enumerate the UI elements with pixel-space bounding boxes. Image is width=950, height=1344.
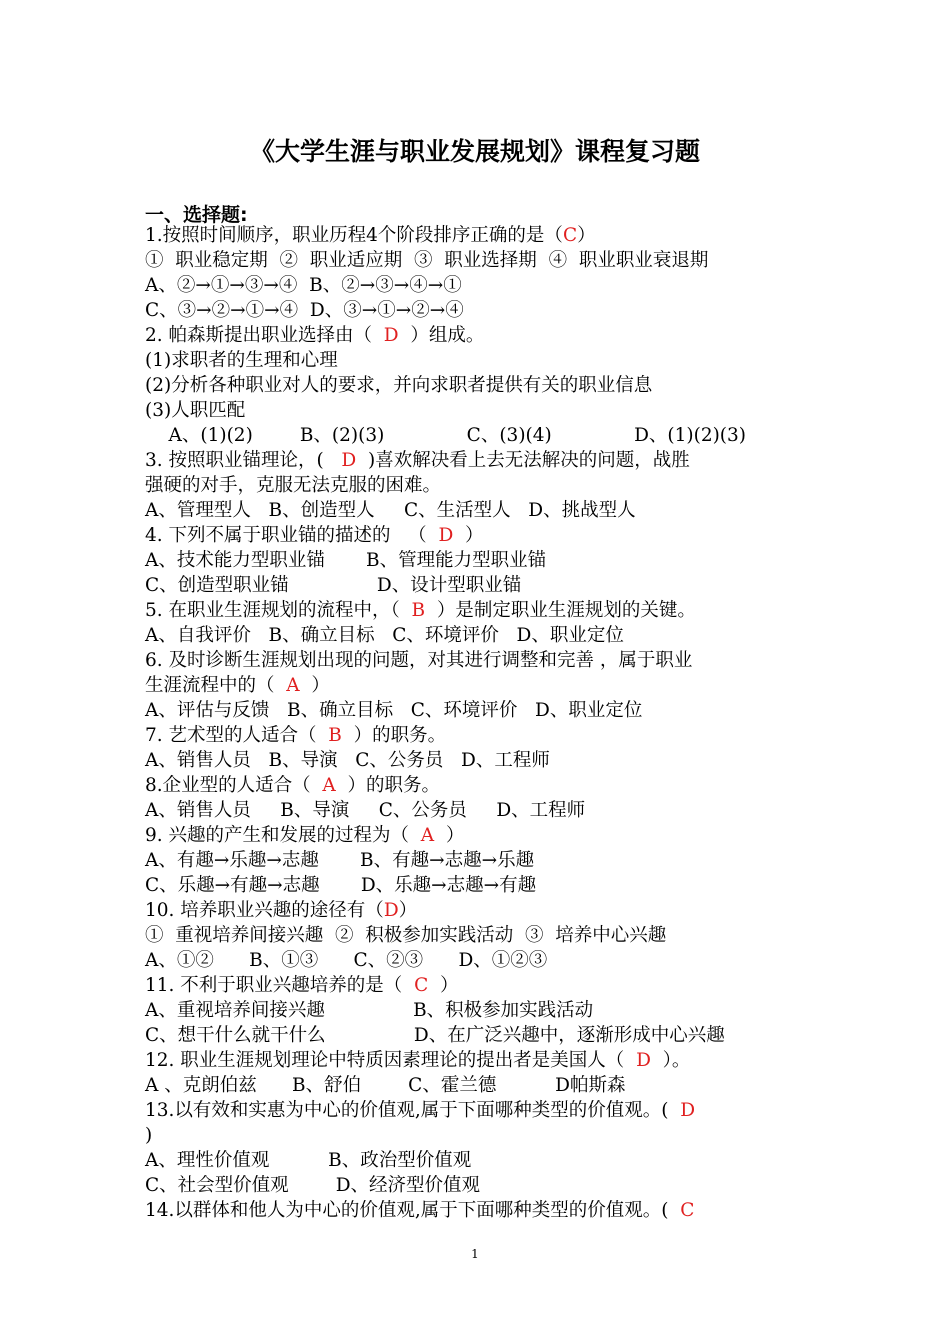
line-text: A、技术能力型职业锚 B、管理能力型职业锚 <box>145 550 547 571</box>
text-line <box>145 649 692 673</box>
page-number: 1 <box>471 1247 479 1261</box>
text-line <box>145 449 690 473</box>
line-text: 1.按照时间顺序，职业历程4个阶段排序正确的是（ <box>145 225 563 246</box>
text-line <box>145 1049 690 1073</box>
line-text: ） <box>434 825 465 846</box>
answer-letter: C <box>414 975 429 996</box>
answer-letter: D <box>383 325 399 346</box>
line-text: ）的职务。 <box>335 775 441 796</box>
line-text: (1)求职者的生理和心理 <box>145 350 338 371</box>
text-line <box>145 1124 152 1148</box>
line-text: C、创造型职业锚 D、设计型职业锚 <box>145 575 522 596</box>
line-text: 2. 帕森斯提出职业选择由（ <box>145 325 384 346</box>
answer-letter: A <box>322 775 336 796</box>
line-text: A、理性价值观 B、政治型价值观 <box>145 1150 472 1171</box>
text-line <box>145 474 441 498</box>
text-line <box>145 874 536 898</box>
line-text: A、(1)(2) B、(2)(3) C、(3)(4) D、(1)(2)(3) <box>145 425 747 446</box>
answer-letter: A <box>286 675 300 696</box>
text-line <box>145 749 550 773</box>
section-heading: 一、选择题: <box>145 204 248 226</box>
line-text: 14.以群体和他人为中心的价值观,属于下面哪种类型的价值观。( <box>145 1200 681 1221</box>
text-line <box>145 624 624 648</box>
line-text: 6. 及时诊断生涯规划出现的问题，对其进行调整和完善 ，属于职业 <box>145 650 693 671</box>
line-text: ）。 <box>650 1050 691 1071</box>
text-line <box>145 724 446 748</box>
line-text: A、管理型人 B、创造型人 C、生活型人 D、挑战型人 <box>145 500 636 521</box>
text-line <box>145 1074 625 1098</box>
line-text: 13.以有效和实惠为中心的价值观,属于下面哪种类型的价值观。( <box>145 1100 681 1121</box>
line-text: A、自我评价 B、确立目标 C、环境评价 D、职业定位 <box>145 625 624 646</box>
text-line <box>145 674 330 698</box>
text-line <box>145 824 464 848</box>
answer-letter: A <box>420 825 435 846</box>
line-text: 强硬的对手，克服无法克服的困难。 <box>145 475 442 496</box>
text-line <box>145 699 642 723</box>
line-text: ） <box>398 900 418 921</box>
text-line <box>145 899 417 923</box>
text-line <box>145 599 696 623</box>
line-text: )喜欢解决看上去无法解决的问题，战胜 <box>356 450 690 471</box>
line-text: C、③→②→①→④ D、③→①→②→④ <box>145 300 464 321</box>
line-text: A、有趣→乐趣→志趣 B、有趣→志趣→乐趣 <box>145 850 535 871</box>
line-text: C、乐趣→有趣→志趣 D、乐趣→志趣→有趣 <box>145 875 537 896</box>
text-line <box>145 299 464 323</box>
line-text: ① 职业稳定期 ② 职业适应期 ③ 职业选择期 ④ 职业职业衰退期 <box>145 250 709 271</box>
line-text: (3)人职匹配 <box>145 400 246 421</box>
text-line <box>145 799 585 823</box>
line-text: A、销售人员 B、导演 C、公务员 D、工程师 <box>145 800 586 821</box>
line-text: 9. 兴趣的产生和发展的过程为（ <box>145 825 421 846</box>
line-text: ) <box>145 1125 153 1146</box>
line-text: A、评估与反馈 B、确立目标 C、环境评价 D、职业定位 <box>145 700 643 721</box>
line-text: A、①② B、①③ C、②③ D、①②③ <box>145 950 548 971</box>
answer-letter: B <box>328 725 342 746</box>
text-line <box>145 374 652 398</box>
line-text: 11. 不利于职业兴趣培养的是（ <box>145 975 415 996</box>
text-line <box>145 1024 725 1048</box>
line-text: 7. 艺术型的人适合（ <box>145 725 329 746</box>
text-line <box>145 774 440 798</box>
text-line <box>145 574 521 598</box>
line-text: ） <box>299 675 330 696</box>
answer-letter: D <box>636 1050 651 1071</box>
text-line <box>145 424 746 448</box>
text-line <box>145 224 596 248</box>
line-text: 生涯流程中的（ <box>145 675 287 696</box>
line-text: A、重视培养间接兴趣 B、积极参加实践活动 <box>145 1000 594 1021</box>
answer-letter: D <box>341 450 357 471</box>
line-text: A 、克朗伯兹 B、舒伯 C、霍兰德 D帕斯森 <box>145 1075 626 1096</box>
line-text: A、②→①→③→④ B、②→③→④→① <box>145 275 462 296</box>
text-line <box>145 399 245 423</box>
line-text: ） <box>428 975 459 996</box>
text-line <box>145 1199 694 1223</box>
document-title: 《大学生涯与职业发展规划》课程复习题 <box>249 137 700 166</box>
line-text: ）是制定职业生涯规划的关键。 <box>425 600 696 621</box>
line-text: 3. 按照职业锚理论，( <box>145 450 342 471</box>
text-line <box>145 499 636 523</box>
text-line <box>145 1149 471 1173</box>
line-text: (2)分析各种职业对人的要求，并向求职者提供有关的职业信息 <box>145 375 653 396</box>
answer-letter: B <box>411 600 426 621</box>
text-line <box>145 349 338 373</box>
line-text: ）的职务。 <box>341 725 447 746</box>
line-text: A、销售人员 B、导演 C、公务员 D、工程师 <box>145 750 550 771</box>
text-line <box>145 524 484 548</box>
line-text: 8.企业型的人适合（ <box>145 775 323 796</box>
line-text: ） <box>453 525 484 546</box>
line-text: 10. 培养职业兴趣的途径有（ <box>145 900 384 921</box>
text-line <box>145 249 708 273</box>
line-text: C、社会型价值观 D、经济型价值观 <box>145 1175 481 1196</box>
answer-letter: C <box>680 1200 695 1221</box>
line-text: 12. 职业生涯规划理论中特质因素理论的提出者是美国人（ <box>145 1050 637 1071</box>
text-line <box>145 274 462 298</box>
answer-letter: D <box>383 900 399 921</box>
answer-letter: D <box>680 1100 696 1121</box>
line-text: ① 重视培养间接兴趣 ② 积极参加实践活动 ③ 培养中心兴趣 <box>145 925 667 946</box>
line-text: 5. 在职业生涯规划的流程中，（ <box>145 600 412 621</box>
text-line <box>145 949 547 973</box>
line-text: ）组成。 <box>398 325 485 346</box>
text-line <box>145 849 534 873</box>
line-text: ） <box>577 225 596 246</box>
text-line <box>145 999 593 1023</box>
answer-letter: C <box>562 225 578 246</box>
text-line <box>145 924 666 948</box>
line-text: 4. 下列不属于职业锚的描述的 （ <box>145 525 439 546</box>
answer-letter: D <box>438 525 454 546</box>
text-line <box>145 324 484 348</box>
line-text: C、想干什么就干什么 D、在广泛兴趣中，逐渐形成中心兴趣 <box>145 1025 725 1046</box>
text-line <box>145 974 459 998</box>
text-line <box>145 1174 480 1198</box>
text-line <box>145 1099 695 1123</box>
text-line <box>145 549 546 573</box>
